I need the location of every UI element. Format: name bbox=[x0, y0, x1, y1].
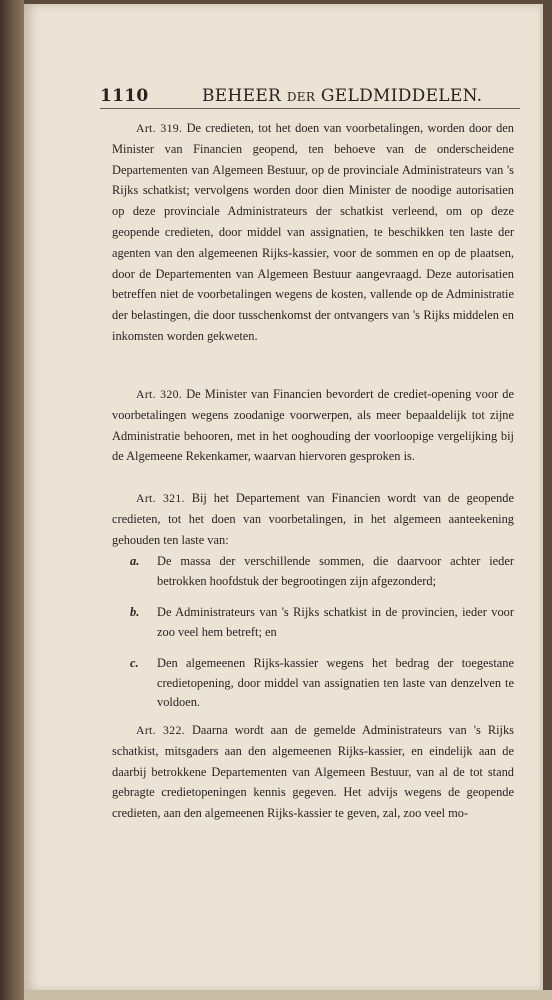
article-label: Art. 322. bbox=[136, 723, 185, 737]
list-marker: b. bbox=[130, 605, 140, 619]
list-item bbox=[130, 654, 514, 713]
article-322 bbox=[112, 720, 514, 824]
article-label: Art. 321. bbox=[136, 491, 185, 505]
article-321 bbox=[112, 488, 514, 550]
list-item-text: De Administrateurs van 's Rijks schatkist in de provincien, ieder voor zoo veel hem betreft; en bbox=[157, 605, 514, 639]
article-319 bbox=[112, 118, 514, 347]
article-321-list bbox=[130, 552, 514, 725]
list-item-text: Den algemeenen Rijks-kassier wegens het bedrag der toegestane credietopening, door middel van assignatien ten laste van denzelven te voldoen. bbox=[157, 656, 514, 709]
book-spine bbox=[0, 0, 24, 1000]
list-marker: c. bbox=[130, 656, 139, 670]
running-title: BEHEER DER GELDMIDDELEN. bbox=[202, 86, 483, 106]
running-header bbox=[100, 84, 520, 109]
page-number: 1110 bbox=[100, 86, 149, 106]
page-edge bbox=[24, 990, 552, 1000]
article-text: De Minister van Financien bevordert de crediet-opening voor de voorbetalingen wegens zoodanige voorwerpen, als meer bepaaldelijk tot zijne Administratie behooren, met in het ooghouding der voorloopige vergelijking bij de Algemeene Rekenkamer, waarvan hiervoren gesproken is. bbox=[112, 387, 514, 464]
list-item bbox=[130, 603, 514, 642]
article-text: Bij het Departement van Financien wordt van de geopende credieten, tot het doen van voorbetalingen, in het algemeen aanteekening gehouden ten laste van: bbox=[112, 491, 515, 547]
article-320 bbox=[112, 384, 514, 467]
article-text: Daarna wordt aan de gemelde Administrateurs van 's Rijks schatkist, mitsgaders aan den algemeenen Rijks-kassier, en eindelijk aan de daarbij betrokkene Departementen van Algemeen Bestuur, van al de tot stand gebragte credietopeningen kennis gegeven. Het advijs wegens de geopende credieten, aan den algemeenen Rijks-kassier te geven, zal, zoo veel mo- bbox=[112, 723, 514, 821]
article-label: Art. 319. bbox=[136, 121, 183, 135]
article-text: De credieten, tot het doen van voorbetalingen, worden door den Minister van Financien geopend, ten behoeve van de onderscheidene Departementen van Algemeen Bestuur, op de provinciale Administrateurs van 's Rijks schatkist; vervolgens worden door dien Minister de noodige autorisatien op deze provinciale Administrateurs der schatkist verleend, om op deze geopende credieten, door middel van assignatien, te beschikken ten laste der agenten van den algemeenen Rijks-kassier, voor de sommen en op de plaatsen, door de Departementen van Algemeen Bestuur aangevraagd. Deze autorisatien betreffen niet de voorbetalingen wegens de kosten, vallende op de Administratie der belastingen, die door tusschenkomst der ontvangers van 's Rijks middelen en inkomsten worden gekweten. bbox=[112, 121, 514, 343]
list-item bbox=[130, 552, 514, 591]
list-marker: a. bbox=[130, 554, 140, 568]
list-item-text: De massa der verschillende sommen, die daarvoor achter ieder betrokken hoofdstuk der begrootingen zijn afgezonderd; bbox=[157, 554, 514, 588]
article-label: Art. 320. bbox=[136, 387, 183, 401]
